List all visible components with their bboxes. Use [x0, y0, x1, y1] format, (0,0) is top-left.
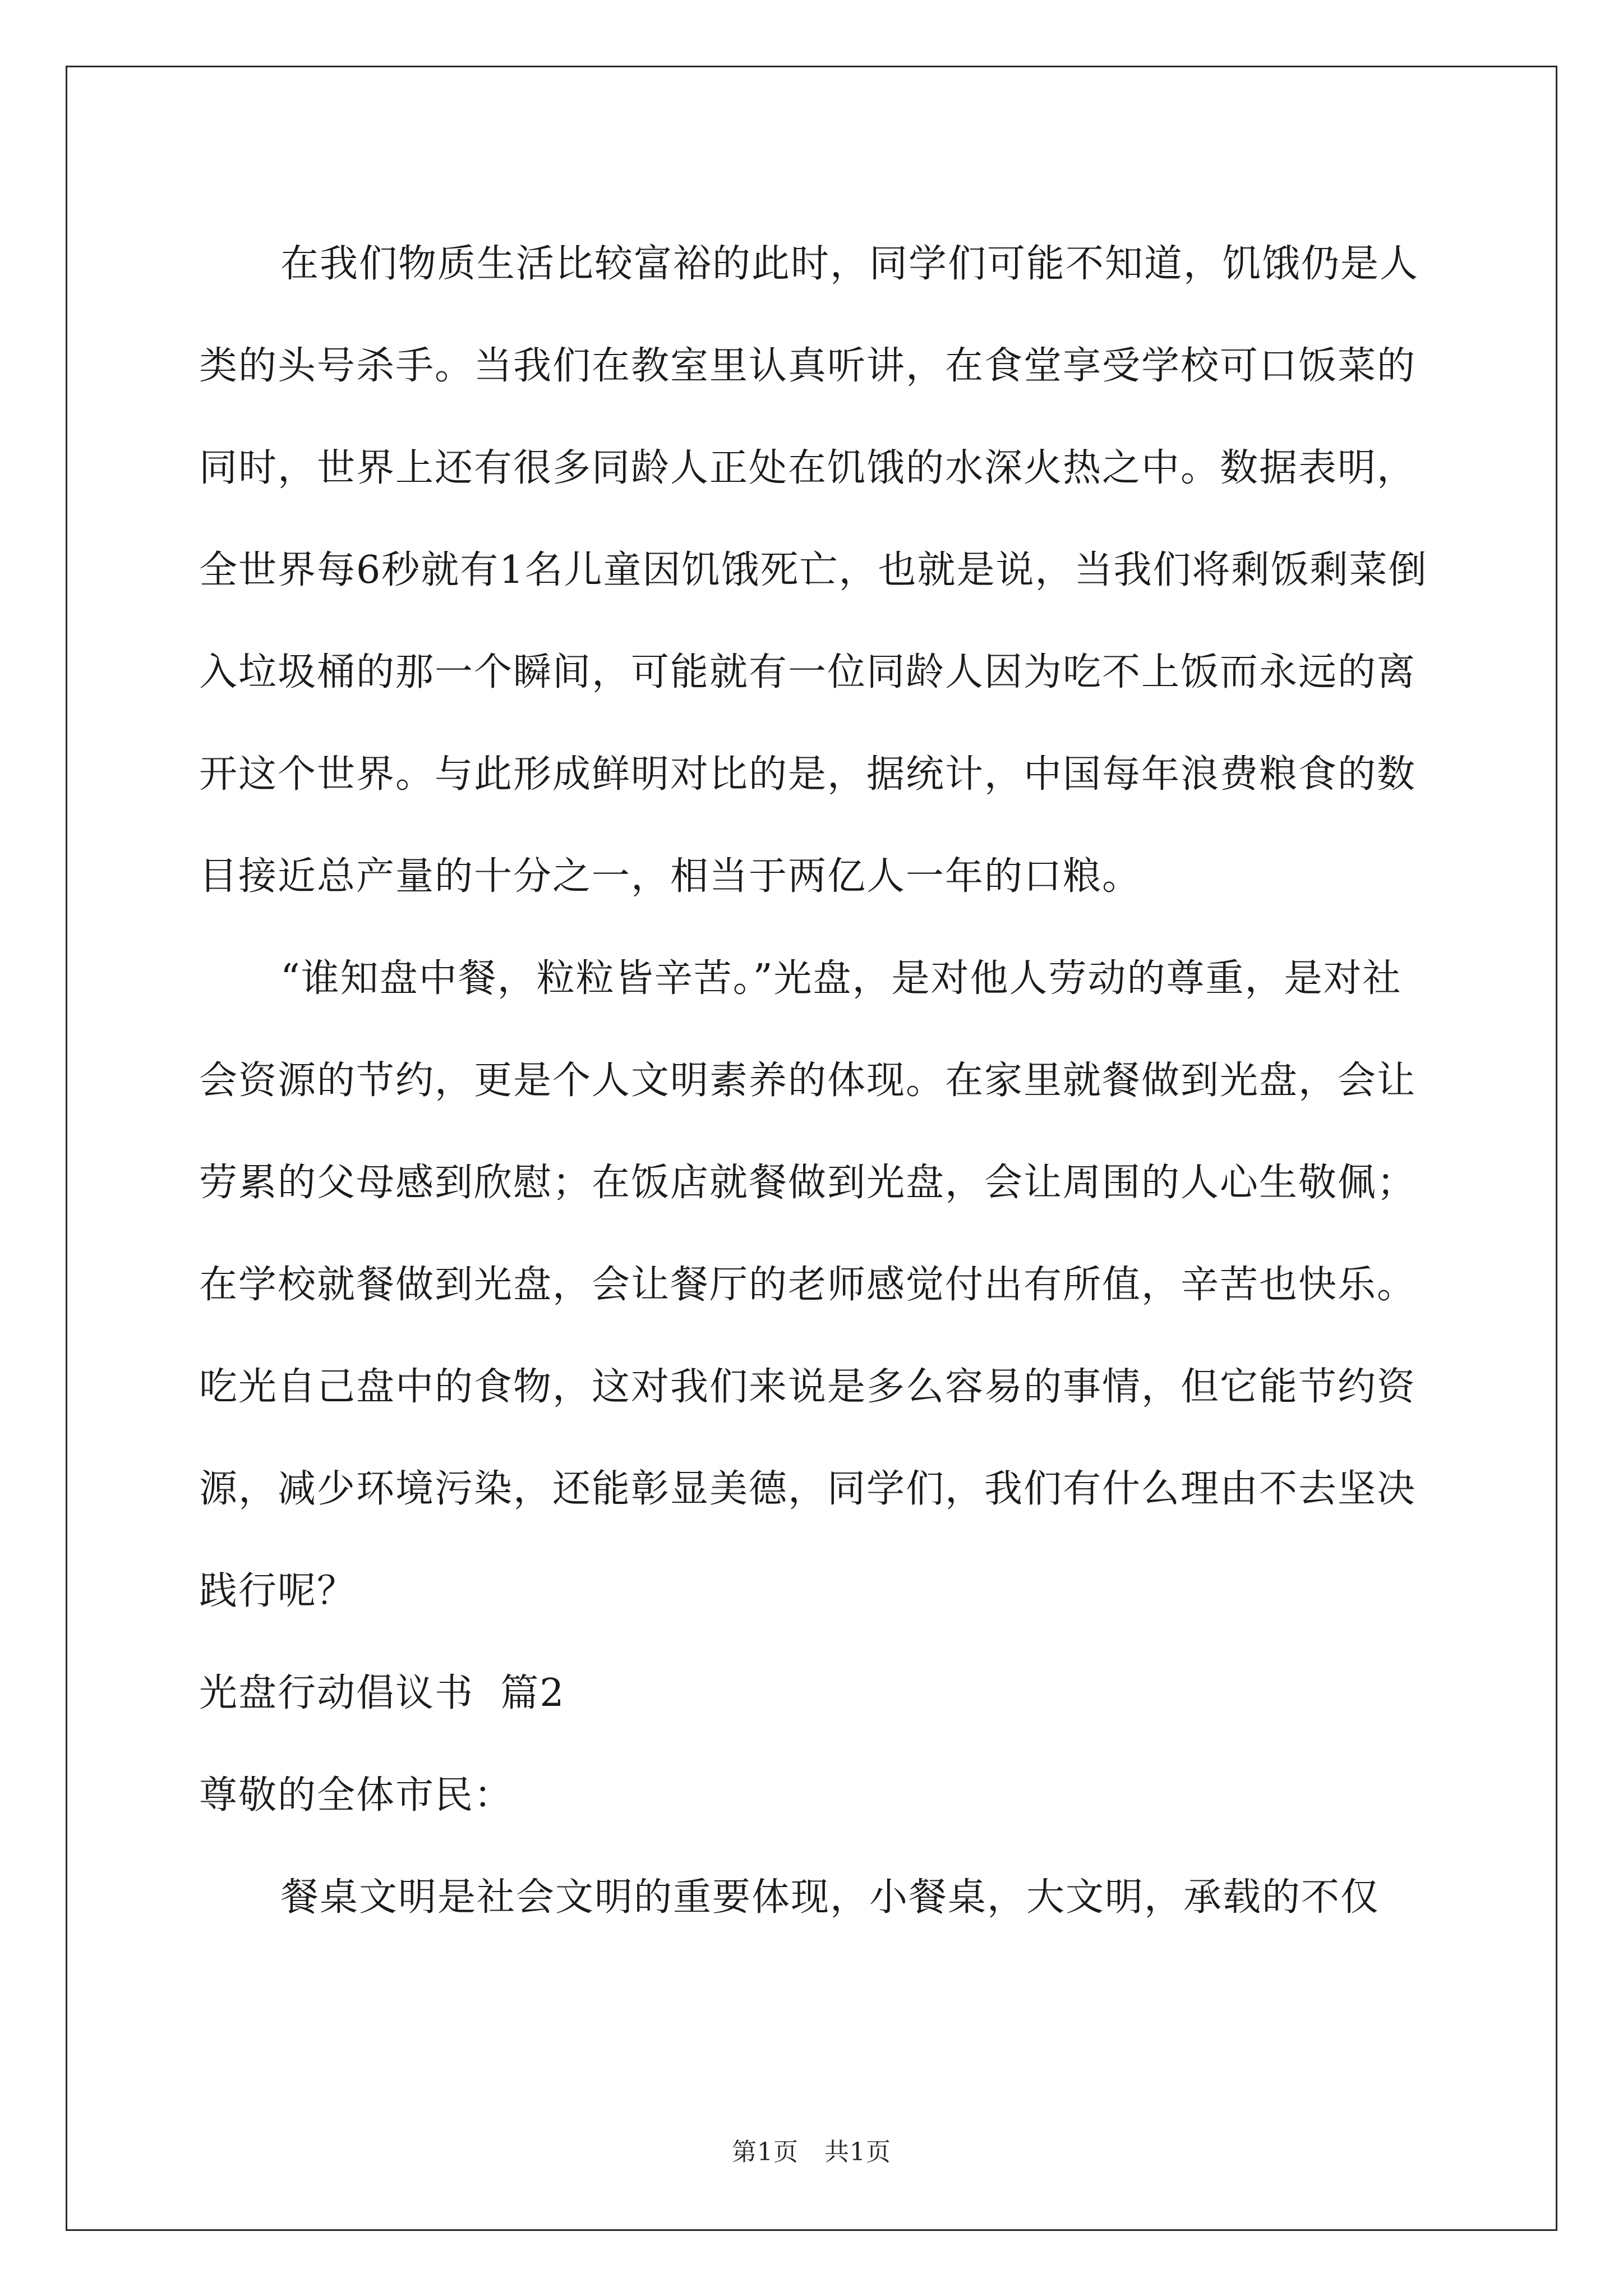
page-number-total: 共1页	[824, 2138, 891, 2166]
paragraph-clean-plate: “谁知盘中餐，粒粒皆辛苦。”光盘，是对他人劳动的尊重，是对社会资源的节约，更是个人文明素养的体现。在家里就餐做到光盘，会让劳累的父母感到欣慰；在饭店就餐做到光盘，会让周围的人心生敬佩；在学校就餐做到光盘，会让餐厅的老师感觉付出有所值，辛苦也快乐。 吃光自己盘中的食物，这对我们来说是多么容易的事情，但它能节约资源，减少环境污染，还能彰显美德，同学们，我们有什么理由不去坚决践行呢？	[199, 956, 1430, 1613]
page-footer	[0, 2132, 1623, 2168]
page-number-current: 第1页	[732, 2138, 799, 2166]
salutation: 尊敬的全体市民：	[199, 1773, 514, 1818]
paragraph-hunger: 在我们物质生活比较富裕的此时，同学们可能不知道，饥饿仍是人类的头号杀手。当我们在教室里认真听讲，在食堂享受学校可口饭菜的同时，世界上还有很多同龄人正处在饥饿的水深火热之中。数据表明，全世界每6秒就有1名儿童因饥饿死亡，也就是说，当我们将剩饭剩菜倒入垃圾桶的那一个瞬间，可能就有一位同龄人因为吃不上饭而永远的离开这个世界。与此形成鲜明对比的是，据统计，中国每年浪费粮食的数目接近总产量的十分之一，相当于两亿人一年的口粮。	[199, 242, 1428, 899]
paragraph-table-civility: 餐桌文明是社会文明的重要体现，小餐桌，大文明，承载的不仅	[280, 1875, 1380, 1920]
section-heading: 光盘行动倡议书 篇2	[199, 1671, 565, 1715]
document-body	[199, 213, 1433, 1949]
